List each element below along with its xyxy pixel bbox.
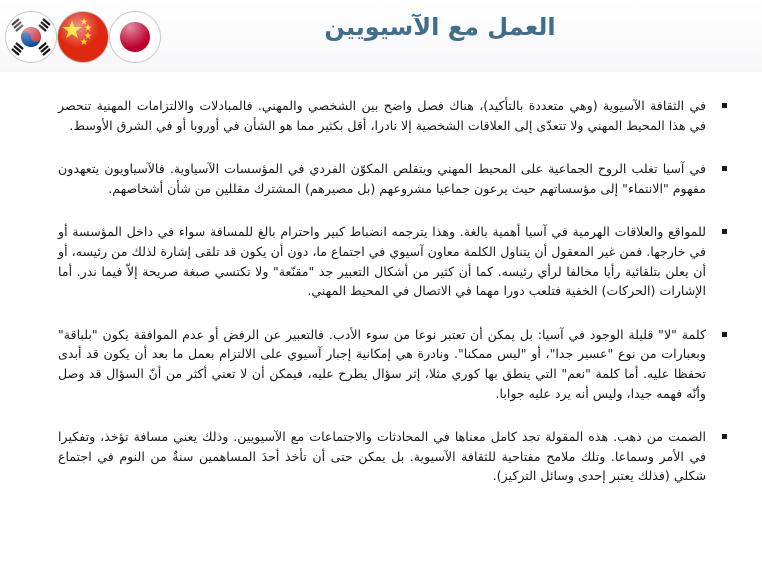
china-flag-icon <box>56 10 110 64</box>
bullet-list <box>58 96 728 510</box>
bullet-item-silence: الصمت من ذهب. هذه المقولة تجد كامل معناها في المحادثات والاجتماعات مع الآسيويين. وذلك يعني مسافة تؤخذ، وتفكيرا في الأمر وسماعا. وتلك ملامح مفتاحية للثقافة الآسيوية. بل يمكن حتى أن تأخذ أحدَ المساهمين سنةٌ من النوم في اجتماع شكلي (فذلك يعتبر إحدى وسائل التركيز). <box>58 427 728 486</box>
japan-flag-icon <box>108 10 162 64</box>
slide-title: العمل مع الآسيويين <box>324 13 556 41</box>
bullet-item-collectivism: في آسيا تغلب الروح الجماعية على المحيط المهني ويتقلص المكوّن الفردي في المؤسسات الآسياوية. فالآسياويون يتعهدون مفهوم "الانتماء" إلى مؤسساتهم حيث يرعون جماعيا مشروعهم (بل مصيرهم) المشترك مقللين من شأن أشخاصهم. <box>58 159 728 198</box>
flags-group <box>4 10 164 66</box>
bullet-item-no-word: كلمة "لا" قليلة الوجود في آسيا: بل يمكن أن تعتبر نوعا من سوء الأدب. فالتعبير عن الرفض أو عدم الموافقة يكون "بلباقة" وبعبارات من نوع "عسير جدا"، أو "ليس ممكنا". ونادرة هي إمكانية إجبار آسيوي على الالتزام بعمل ما بعد أن يكون قد أبدى تحفظا عليه. أما كلمة "نعم" التي ينطق بها كوري مثلا، إثر سؤال يطرح عليه، فيمكن أن لا تعني أكثر من أنّ السؤال قد وصل وأنّه فهمه جيدا، وليس أنه يرد عليه جوابا. <box>58 325 728 403</box>
south-korea-flag-icon <box>4 10 58 64</box>
bullet-item-separation: في الثقافة الآسيوية (وهي متعددة بالتأكيد)، هناك فصل واضح بين الشخصي والمهني. فالمبادلات والالتزامات المهنية تنحصر في هذا المحيط المهني ولا تتعدّى إلى العلاقات الشخصية إلا نادرا، أقل بكثير مما هو الشأن في أوروبا أو في الشرق الأوسط. <box>58 96 728 135</box>
bullet-item-hierarchy: للمواقع والعلاقات الهرمية في آسيا أهمية بالغة. وهذا يترجمه انضباط كبير واحترام بالغ للمسافة سواء في داخل المؤسسة أو في خارجها. فمن غير المعقول أن يتناول الكلمة معاون آسيوي في اجتماع ما، دون أن يكون قد تلقى إشارة لذلك من رئيسه، أو أن يعلن بتلقائية رأيا مخالفا لرأي رئيسه. كما أن كثير من أشكال التعبير جد "مقنّعة" ولا تكتسي صبغة صريحة إلاّ فيما ندر. أما الإشارات (الحركات) الخفية فتلعب دورا مهما في الاتصال في المحيط المهني. <box>58 222 728 300</box>
